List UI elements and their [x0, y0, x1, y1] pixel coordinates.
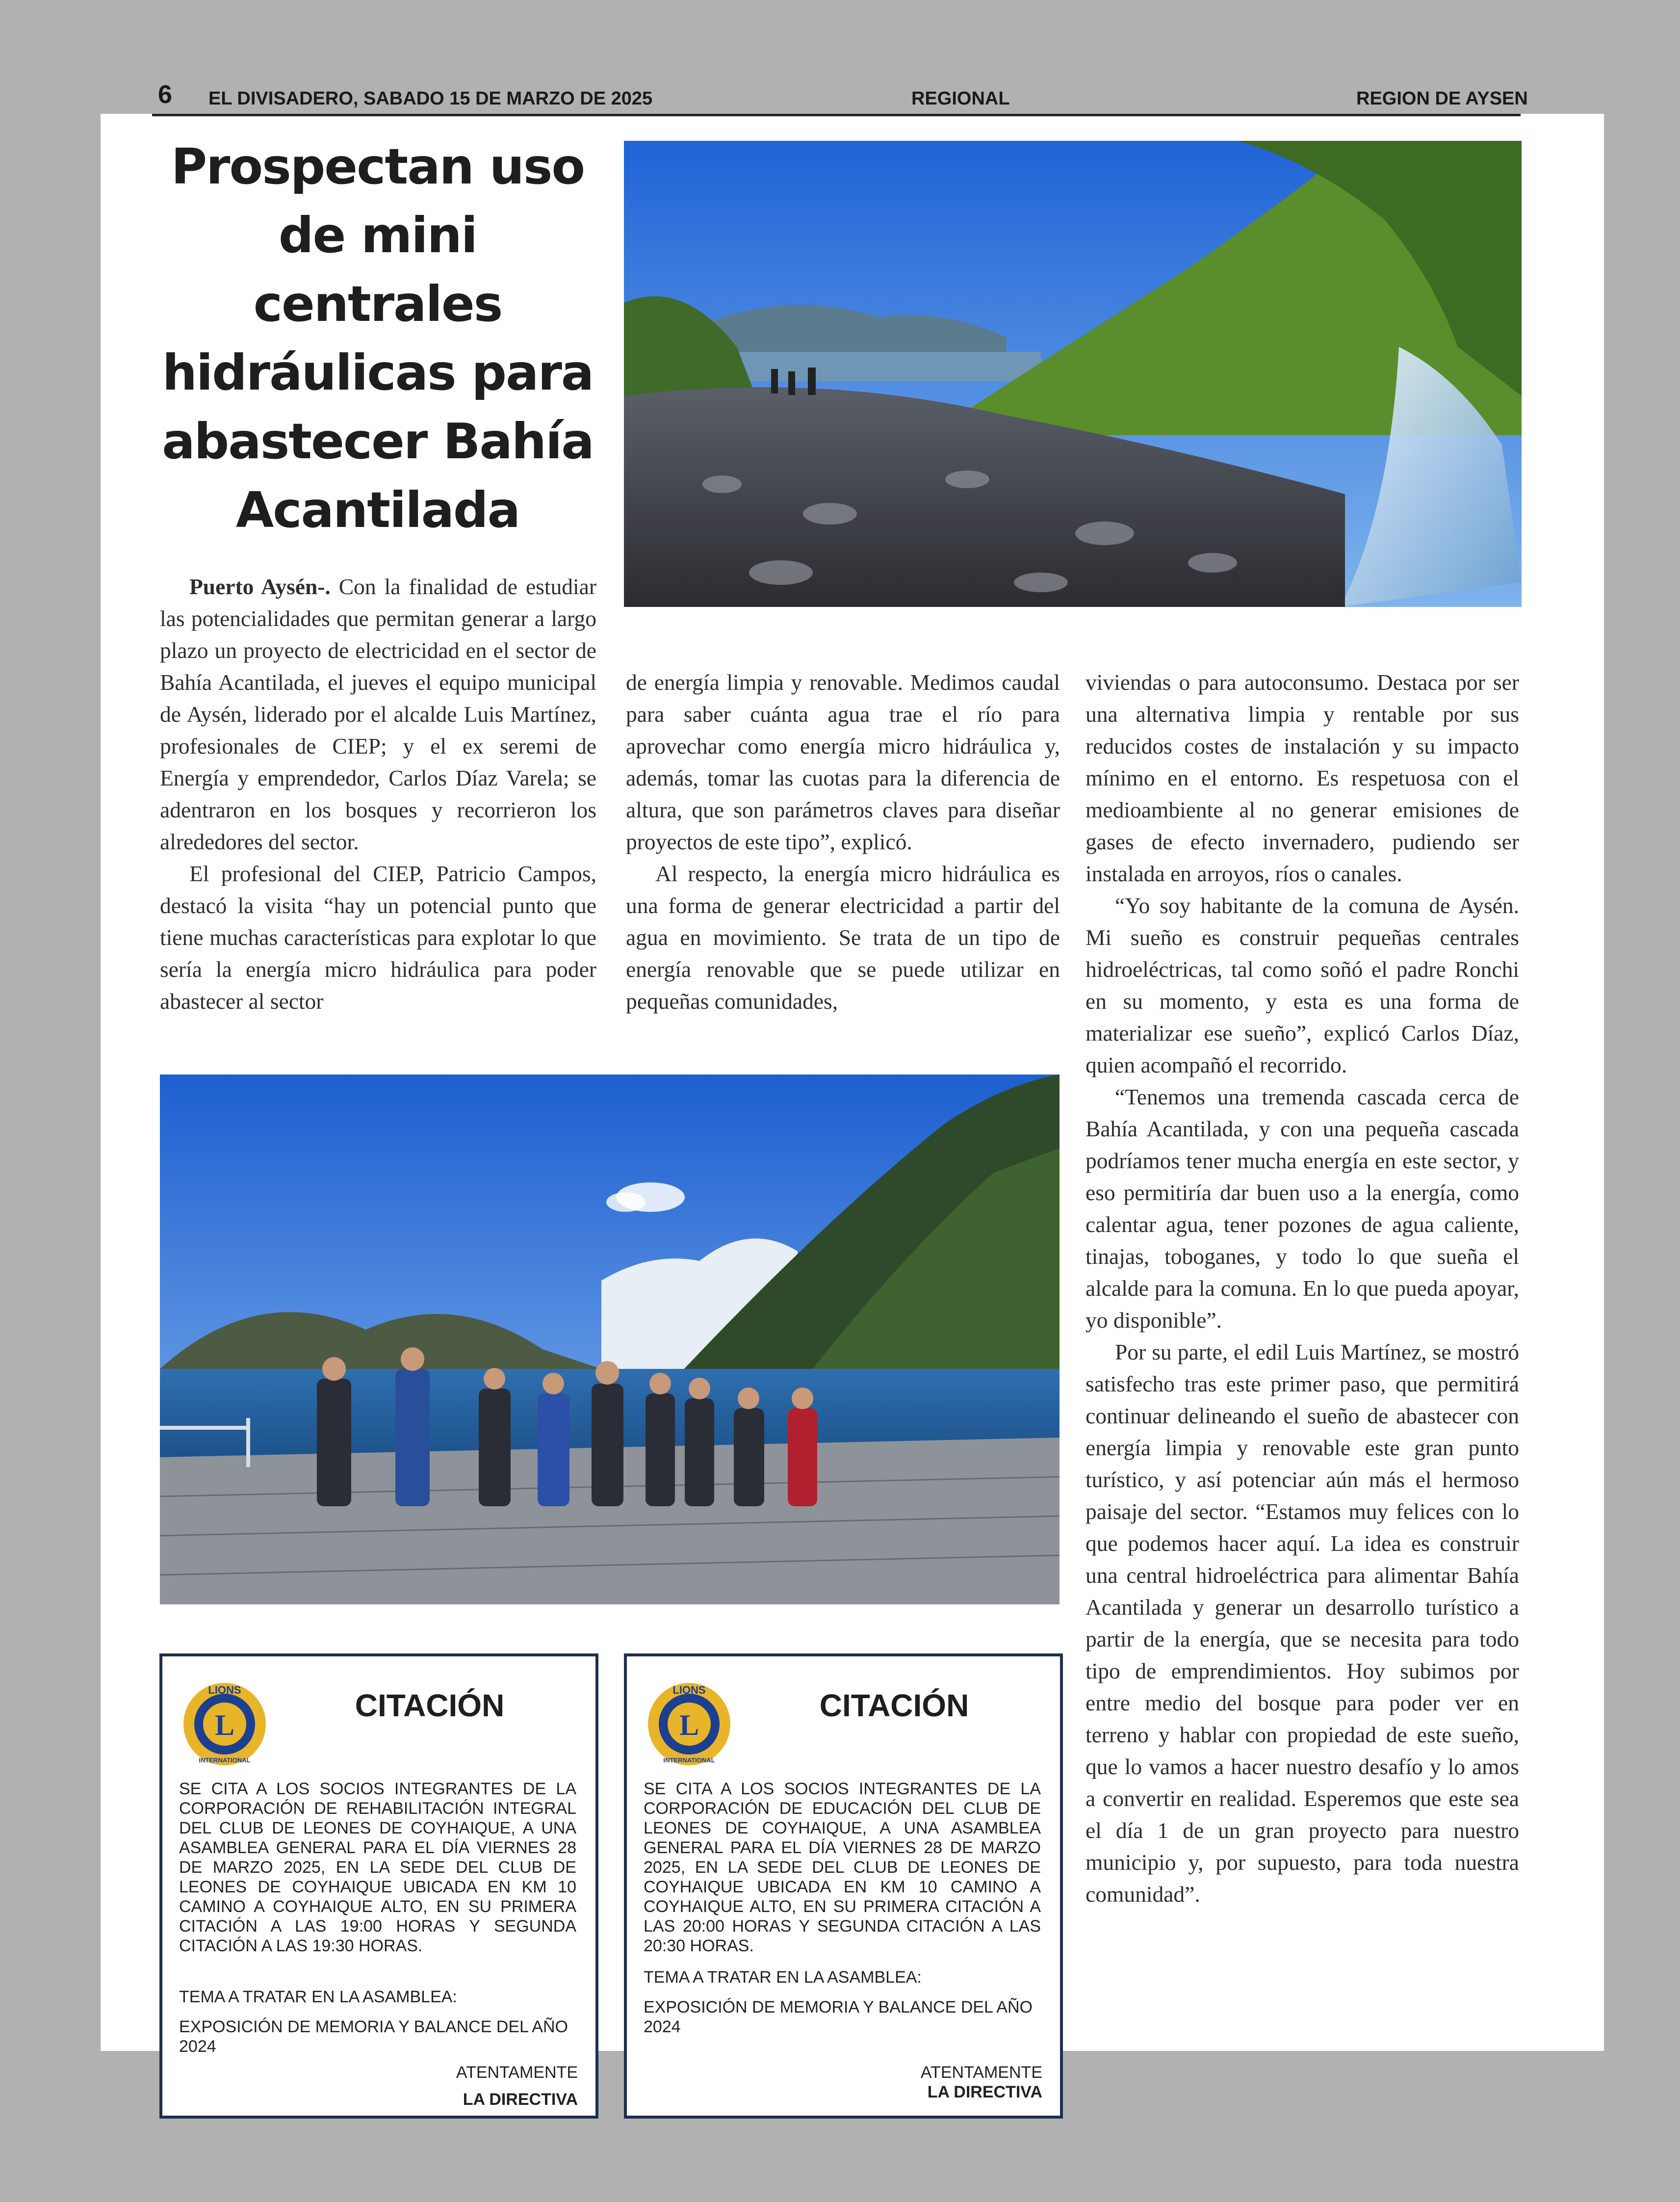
lions-logo-letter: L: [214, 1709, 235, 1741]
notice-agenda-item: EXPOSICIÓN DE MEMORIA Y BALANCE DEL AÑO 2024: [179, 2018, 568, 2056]
citation-notice-education: [624, 1653, 1063, 2119]
group-pier-photo: [160, 1075, 1060, 1604]
article-dateline: Puerto Aysén-.: [189, 574, 331, 599]
article-paragraph: Puerto Aysén-. Con la finalidad de estudiar las potencialidades que permitan generar a largo plazo un proyecto de electricidad en el sector de Bahía Acantilada, el jueves el equipo municipal de Aysén, liderado por el alcalde Luis Martínez, profesionales de CIEP; y el ex seremi de Energía y emprendedor, Carlos Díaz Varela; se adentraron en los bosques y recorrieron los alrededores del sector.: [160, 574, 596, 854]
header-rule: [152, 114, 1521, 116]
article-paragraph: Al respecto, la energía micro hidráulica es una forma de generar electricidad a partir del agua en movimiento. Se trata de un tipo de energía renovable que se puede utilizar en pequeñas comunidades,: [626, 861, 1060, 1014]
region-name: REGION DE AYSEN: [1356, 88, 1528, 109]
notice-body: SE CITA A LOS SOCIOS INTEGRANTES DE LA CORPORACIÓN DE EDUCACIÓN DEL CLUB DE LEONES DE COYHAIQUE, A UNA ASAMBLEA GENERAL PARA EL DÍA VIERNES 28 DE MARZO 2025, EN LA SEDE DEL CLUB DE LEONES DE COYHAIQUE UBICADA EN KM 10 CAMINO A COYHAIQUE ALTO, EN SU PRIMERA CITACIÓN A LAS 20:00 HORAS Y SEGUNDA CITACIÓN A LAS 20:30 HORAS.: [644, 1780, 1041, 1955]
article-column-1: [160, 571, 596, 1017]
article-column-3: [1086, 666, 1519, 1910]
notice-agenda-item: EXPOSICIÓN DE MEMORIA Y BALANCE DEL AÑO 2024: [644, 1998, 1033, 2036]
lions-logo-bottom-text: INTERNATIONAL: [663, 1756, 715, 1764]
lions-club-logo: [168, 1681, 281, 1767]
article-paragraph: de energía limpia y renovable. Medimos caudal para saber cuánta agua trae el río para aprovechar como energía micro hidráulica y, además, tomar las cuotas para la diferencia de altura, que son parámetros claves para diseñar proyectos de este tipo”, explicó.: [626, 670, 1060, 854]
article-paragraph: “Tenemos una tremenda cascada cerca de Bahía Acantilada, y con una pequeña cascada podríamos tener mucha energía en este sector, y eso permitiría dar buen uso a la energía, como calentar agua, tener pozones de agua caliente, tinajas, toboganes, y todo lo que sueña el alcalde para la comuna. En lo que pueda apoyar, yo disponible”.: [1086, 1084, 1519, 1333]
article-paragraph: Por su parte, el edil Luis Martínez, se mostró satisfecho tras este primer paso, que permitirá continuar delineando el sueño de abastecer con energía limpia y renovable este gran punto turístico, y así potenciar aún más el hermoso paisaje del sector. “Estamos muy felices con lo que podemos hacer aquí. La idea es construir una central hidroeléctrica para alimentar Bahía Acantilada y generar un desarrollo turístico a partir de la energía, que se necesita para todo tipo de emprendimientos. Hoy subimos por entre medio del bosque para poder ver en terreno y hablar con propiedad de este sueño, que lo vamos a hacer nuestro desafío y lo amos a convertir en realidad. Esperemos que este sea el día 1 de un gran proyecto para nuestro municipio y, por supuesto, para toda nuestra comunidad”.: [1086, 1339, 1519, 1907]
article-headline: Prospectan uso de mini centrales hidráulicas para abastecer Bahía Acantilada: [162, 138, 594, 539]
lions-club-logo: [633, 1681, 746, 1767]
notice-signature: LA DIRECTIVA: [927, 2083, 1042, 2101]
notice-topic: TEMA A TRATAR EN LA ASAMBLEA:: [644, 1968, 922, 1987]
paper-date: EL DIVISADERO, SABADO 15 DE MARZO DE 2025: [208, 88, 653, 109]
notice-signature: LA DIRECTIVA: [463, 2090, 578, 2109]
notice-closing: ATENTAMENTE: [456, 2063, 578, 2082]
citation-notice-rehabilitation: [159, 1653, 598, 2119]
notice-title: CITACIÓN: [819, 1688, 969, 1723]
article-column-2: [626, 666, 1060, 1017]
section-name: REGIONAL: [911, 88, 1010, 109]
lions-logo-top-text: LIONS: [672, 1684, 706, 1696]
notice-title: CITACIÓN: [355, 1688, 505, 1723]
page-number: 6: [158, 80, 172, 109]
waterfall-photo: [624, 141, 1522, 607]
notice-closing: ATENTAMENTE: [920, 2063, 1042, 2082]
article-paragraph: viviendas o para autoconsumo. Destaca por ser una alternativa limpia y rentable por sus reducidos costes de instalación y su impacto mínimo en el entorno. Es respetuosa con el medioambiente al no generar emisiones de gases de efecto invernadero, pudiendo ser instalada en arroyos, ríos o canales.: [1086, 670, 1519, 886]
article-paragraph: “Yo soy habitante de la comuna de Aysén. Mi sueño es construir pequeñas centrales hidroeléctricas, tal como soñó el padre Ronchi en su momento, y esta es una forma de materializar ese sueño”, explicó Carlos Díaz, quien acompañó el recorrido.: [1086, 893, 1519, 1077]
notice-topic: TEMA A TRATAR EN LA ASAMBLEA:: [179, 1988, 457, 2006]
lions-logo-bottom-text: INTERNATIONAL: [199, 1756, 251, 1764]
lions-logo-top-text: LIONS: [208, 1684, 241, 1696]
article-paragraph: El profesional del CIEP, Patricio Campos, destacó la visita “hay un potencial punto que tiene muchas características para explotar lo que sería la energía micro hidráulica para poder abastecer al sector: [160, 861, 596, 1014]
lions-logo-letter: L: [679, 1709, 699, 1741]
notice-body: SE CITA A LOS SOCIOS INTEGRANTES DE LA CORPORACIÓN DE REHABILITACIÓN INTEGRAL DEL CLUB DE LEONES DE COYHAIQUE, A UNA ASAMBLEA GENERAL PARA EL DÍA VIERNES 28 DE MARZO 2025, EN LA SEDE DEL CLUB DE LEONES DE COYHAIQUE UBICADA EN KM 10 CAMINO A COYHAIQUE ALTO, EN SU PRIMERA CITACIÓN A LAS 19:00 HORAS Y SEGUNDA CITACIÓN A LAS 19:30 HORAS.: [179, 1780, 576, 1955]
